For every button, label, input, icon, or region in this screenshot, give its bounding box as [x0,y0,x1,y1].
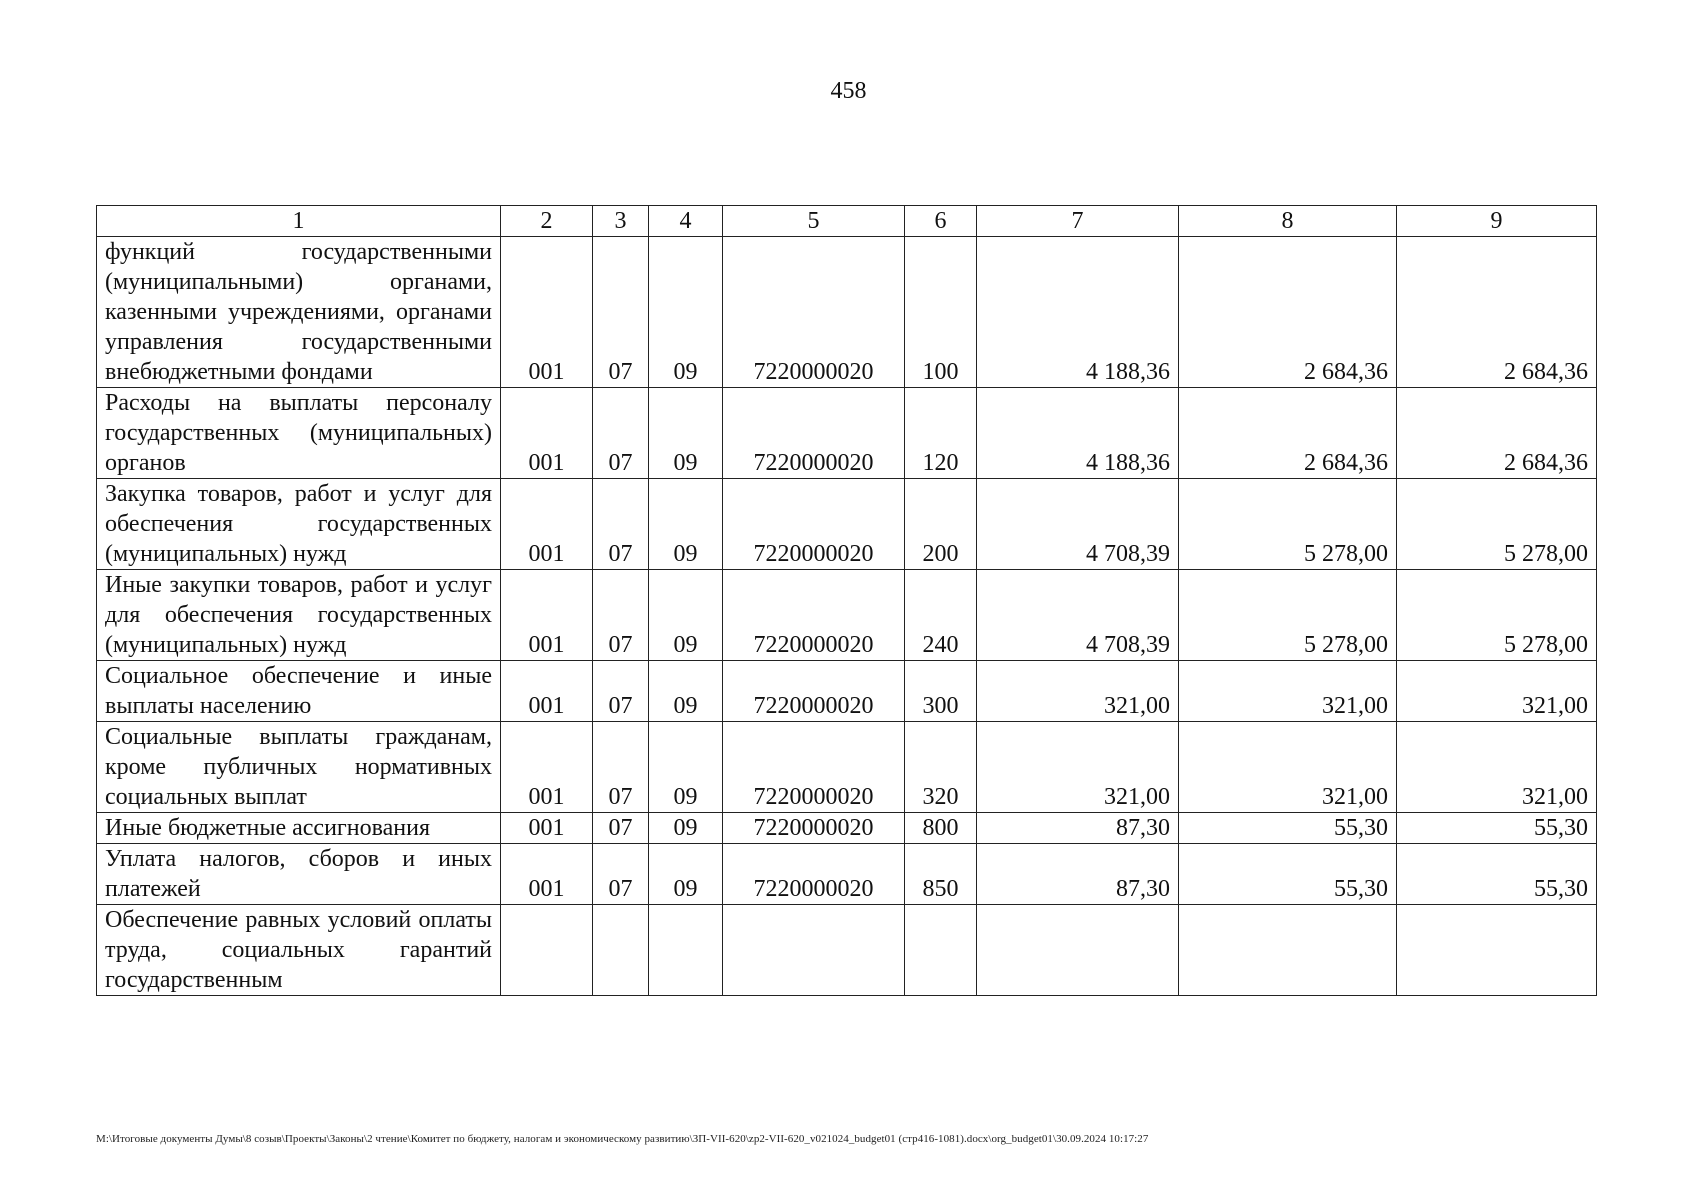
code-cell: 7220000020 [723,722,905,813]
amount-cell: 321,00 [977,722,1179,813]
code-cell [649,905,723,996]
code-cell: 09 [649,813,723,844]
code-cell: 07 [593,722,649,813]
header-cell: 4 [649,206,723,237]
table-row [97,844,1597,905]
amount-cell [977,905,1179,996]
amount-cell: 5 278,00 [1179,479,1397,570]
item-name: функций государственными (муниципальными) органами, казенными учреждениями, органами управления государственными внебюджетными фондами [97,237,501,388]
amount-cell: 4 708,39 [977,570,1179,661]
amount-cell: 2 684,36 [1397,388,1597,479]
code-cell: 300 [905,661,977,722]
amount-cell: 55,30 [1397,844,1597,905]
code-cell: 100 [905,237,977,388]
amount-cell: 55,30 [1179,813,1397,844]
document-file-path: M:\Итоговые документы Думы\8 созыв\Проекты\Законы\2 чтение\Комитет по бюджету, налогам и экономическому развитию\ЗП-VII-620\zp2-VII-620_v021024_budget01 (стр416-1081).docx\org_budget01\30.09.2024 10:17:27 [96,1133,1149,1145]
amount-cell [1179,905,1397,996]
code-cell: 09 [649,722,723,813]
header-cell: 8 [1179,206,1397,237]
table-row [97,388,1597,479]
code-cell: 200 [905,479,977,570]
code-cell: 001 [501,388,593,479]
item-name: Закупка товаров, работ и услуг для обеспечения государственных (муниципальных) нужд [97,479,501,570]
table-row [97,813,1597,844]
amount-cell: 2 684,36 [1179,237,1397,388]
code-cell: 850 [905,844,977,905]
item-name: Обеспечение равных условий оплаты труда, социальных гарантий государственным [97,905,501,996]
code-cell: 320 [905,722,977,813]
table-row [97,237,1597,388]
code-cell: 07 [593,661,649,722]
amount-cell: 87,30 [977,813,1179,844]
code-cell: 09 [649,388,723,479]
header-cell: 3 [593,206,649,237]
header-cell: 2 [501,206,593,237]
code-cell: 07 [593,570,649,661]
item-name: Уплата налогов, сборов и иных платежей [97,844,501,905]
code-cell: 7220000020 [723,570,905,661]
table-row [97,905,1597,996]
code-cell [501,905,593,996]
table-row [97,479,1597,570]
code-cell: 07 [593,813,649,844]
code-cell: 001 [501,479,593,570]
code-cell: 7220000020 [723,479,905,570]
amount-cell: 87,30 [977,844,1179,905]
code-cell: 001 [501,813,593,844]
item-name: Социальное обеспечение и иные выплаты населению [97,661,501,722]
amount-cell: 321,00 [1179,661,1397,722]
item-name: Социальные выплаты гражданам, кроме публичных нормативных социальных выплат [97,722,501,813]
amount-cell: 5 278,00 [1179,570,1397,661]
amount-cell: 2 684,36 [1397,237,1597,388]
code-cell: 07 [593,388,649,479]
table-row [97,722,1597,813]
amount-cell: 55,30 [1179,844,1397,905]
amount-cell: 321,00 [1179,722,1397,813]
code-cell: 07 [593,237,649,388]
amount-cell: 4 708,39 [977,479,1179,570]
code-cell: 09 [649,237,723,388]
item-name: Иные закупки товаров, работ и услуг для обеспечения государственных (муниципальных) нужд [97,570,501,661]
amount-cell: 5 278,00 [1397,570,1597,661]
code-cell: 001 [501,844,593,905]
amount-cell: 321,00 [1397,722,1597,813]
code-cell: 240 [905,570,977,661]
table-row [97,661,1597,722]
amount-cell: 2 684,36 [1179,388,1397,479]
item-name: Расходы на выплаты персоналу государственных (муниципальных) органов [97,388,501,479]
code-cell: 7220000020 [723,844,905,905]
code-cell [723,905,905,996]
page-number: 458 [830,78,867,104]
amount-cell: 4 188,36 [977,388,1179,479]
code-cell [905,905,977,996]
code-cell: 07 [593,479,649,570]
budget-table [96,205,1597,996]
header-cell: 9 [1397,206,1597,237]
code-cell: 7220000020 [723,388,905,479]
amount-cell: 321,00 [1397,661,1597,722]
header-cell: 6 [905,206,977,237]
header-cell: 7 [977,206,1179,237]
code-cell: 001 [501,570,593,661]
header-cell: 5 [723,206,905,237]
table-header-row [97,206,1597,237]
code-cell: 800 [905,813,977,844]
amount-cell: 55,30 [1397,813,1597,844]
amount-cell: 4 188,36 [977,237,1179,388]
code-cell: 09 [649,570,723,661]
amount-cell: 321,00 [977,661,1179,722]
code-cell: 09 [649,661,723,722]
code-cell: 001 [501,661,593,722]
table-row [97,570,1597,661]
code-cell: 7220000020 [723,813,905,844]
code-cell: 7220000020 [723,661,905,722]
amount-cell: 5 278,00 [1397,479,1597,570]
code-cell: 09 [649,479,723,570]
item-name: Иные бюджетные ассигнования [97,813,501,844]
code-cell [593,905,649,996]
code-cell: 001 [501,237,593,388]
code-cell: 001 [501,722,593,813]
code-cell: 120 [905,388,977,479]
code-cell: 09 [649,844,723,905]
code-cell: 7220000020 [723,237,905,388]
amount-cell [1397,905,1597,996]
code-cell: 07 [593,844,649,905]
header-cell: 1 [97,206,501,237]
